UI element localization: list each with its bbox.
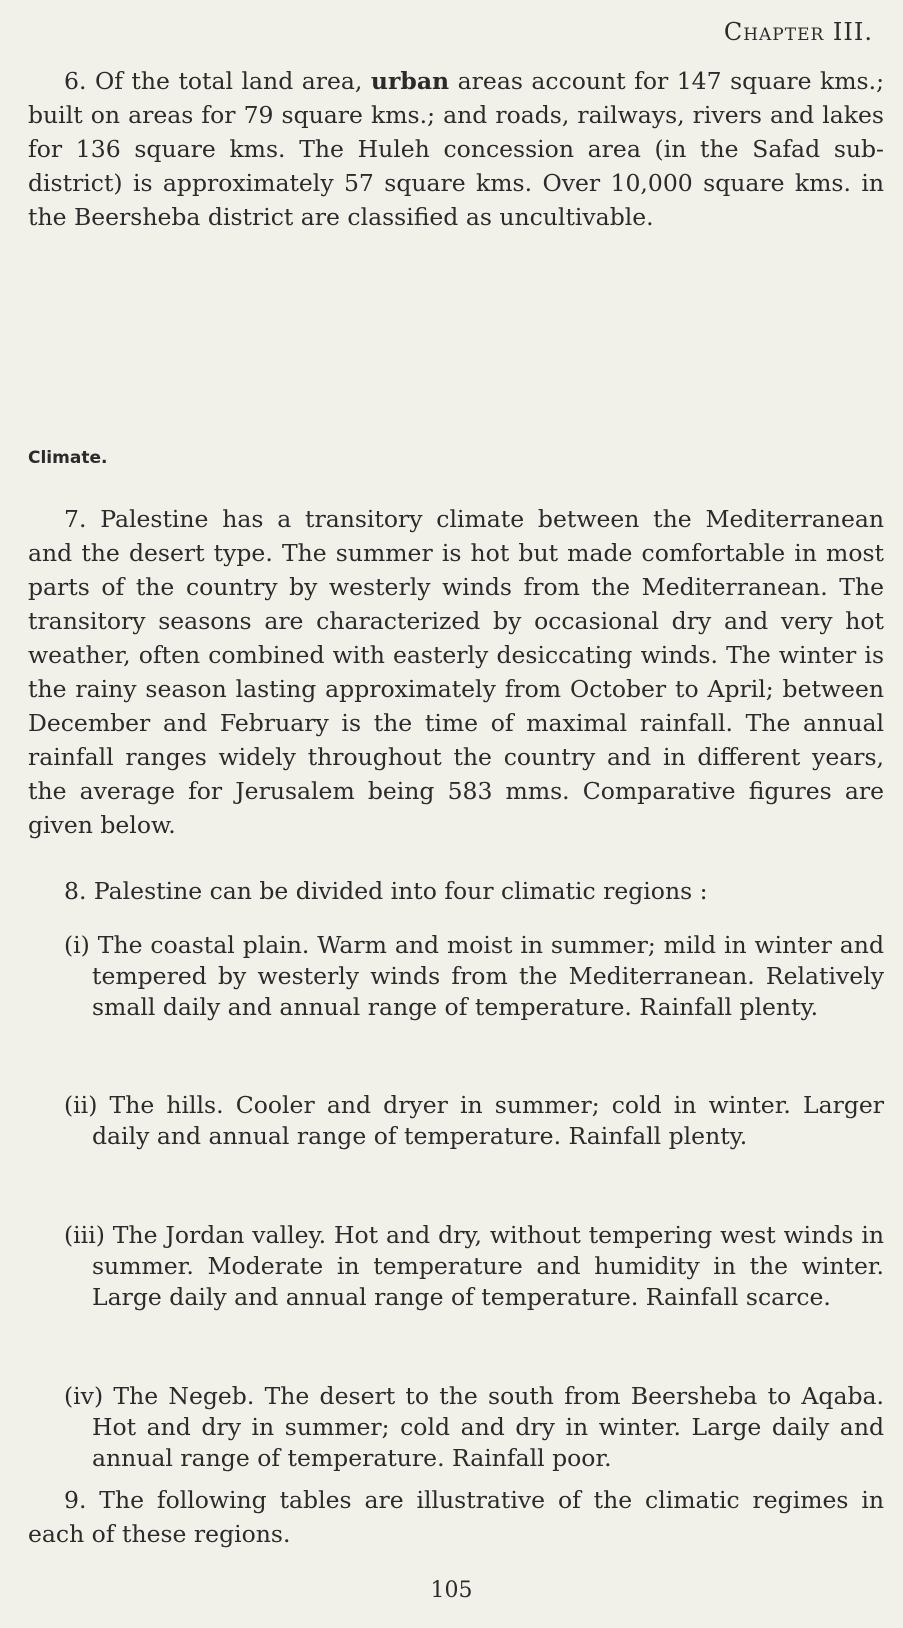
region-hills: (ii) The hills. Cooler and dryer in summer; cold in winter. Larger daily and annual range of temperature. Rainfall plenty. bbox=[64, 1091, 884, 1150]
chapter-header: Chapter III. bbox=[723, 18, 873, 46]
paragraph-6-rest: areas account for 147 square kms.; built on areas for 79 square kms.; and roads, railways, rivers and lakes for 136 square kms. The Huleh concession area (in the Safad sub-district) is approximately 57 square kms. Over 10,000 square kms. in the Beersheba district are classified as uncultivable. bbox=[28, 67, 884, 231]
paragraph-6 bbox=[28, 64, 884, 234]
page-number: 105 bbox=[430, 1578, 473, 1603]
paragraph-6-bold-word: urban bbox=[370, 67, 450, 95]
region-negeb: (iv) The Negeb. The desert to the south from Beersheba to Aqaba. Hot and dry in summer; cold and dry in winter. Large daily and annual range of temperature. Rainfall poor. bbox=[64, 1382, 884, 1472]
paragraph-9: 9. The following tables are illustrative of the climatic regimes in each of these regions. bbox=[28, 1486, 884, 1548]
paragraph-6-start: 6. Of the total land area, bbox=[64, 67, 371, 95]
region-jordan-valley: (iii) The Jordan valley. Hot and dry, without tempering west winds in summer. Moderate in temperature and humidity in the winter. Large daily and annual range of temperature. Rainfall scarce. bbox=[64, 1221, 884, 1311]
climate-heading: Climate. bbox=[28, 448, 108, 468]
region-coastal-plain: (i) The coastal plain. Warm and moist in summer; mild in winter and tempered by westerly winds from the Mediterranean. Relatively small daily and annual range of temperature. Rainfall plenty. bbox=[64, 931, 884, 1021]
paragraph-7: 7. Palestine has a transitory climate between the Mediterranean and the desert type. The summer is hot but made comfortable in most parts of the country by westerly winds from the Mediterranean. The transitory seasons are characterized by occasional dry and very hot weather, often combined with easterly desiccating winds. The winter is the rainy season lasting approximately from October to April; between December and February is the time of maximal rainfall. The annual rainfall ranges widely throughout the country and in different years, the average for Jerusalem being 583 mms. Comparative figures are given below. bbox=[28, 505, 884, 839]
paragraph-8: 8. Palestine can be divided into four climatic regions : bbox=[64, 877, 708, 905]
